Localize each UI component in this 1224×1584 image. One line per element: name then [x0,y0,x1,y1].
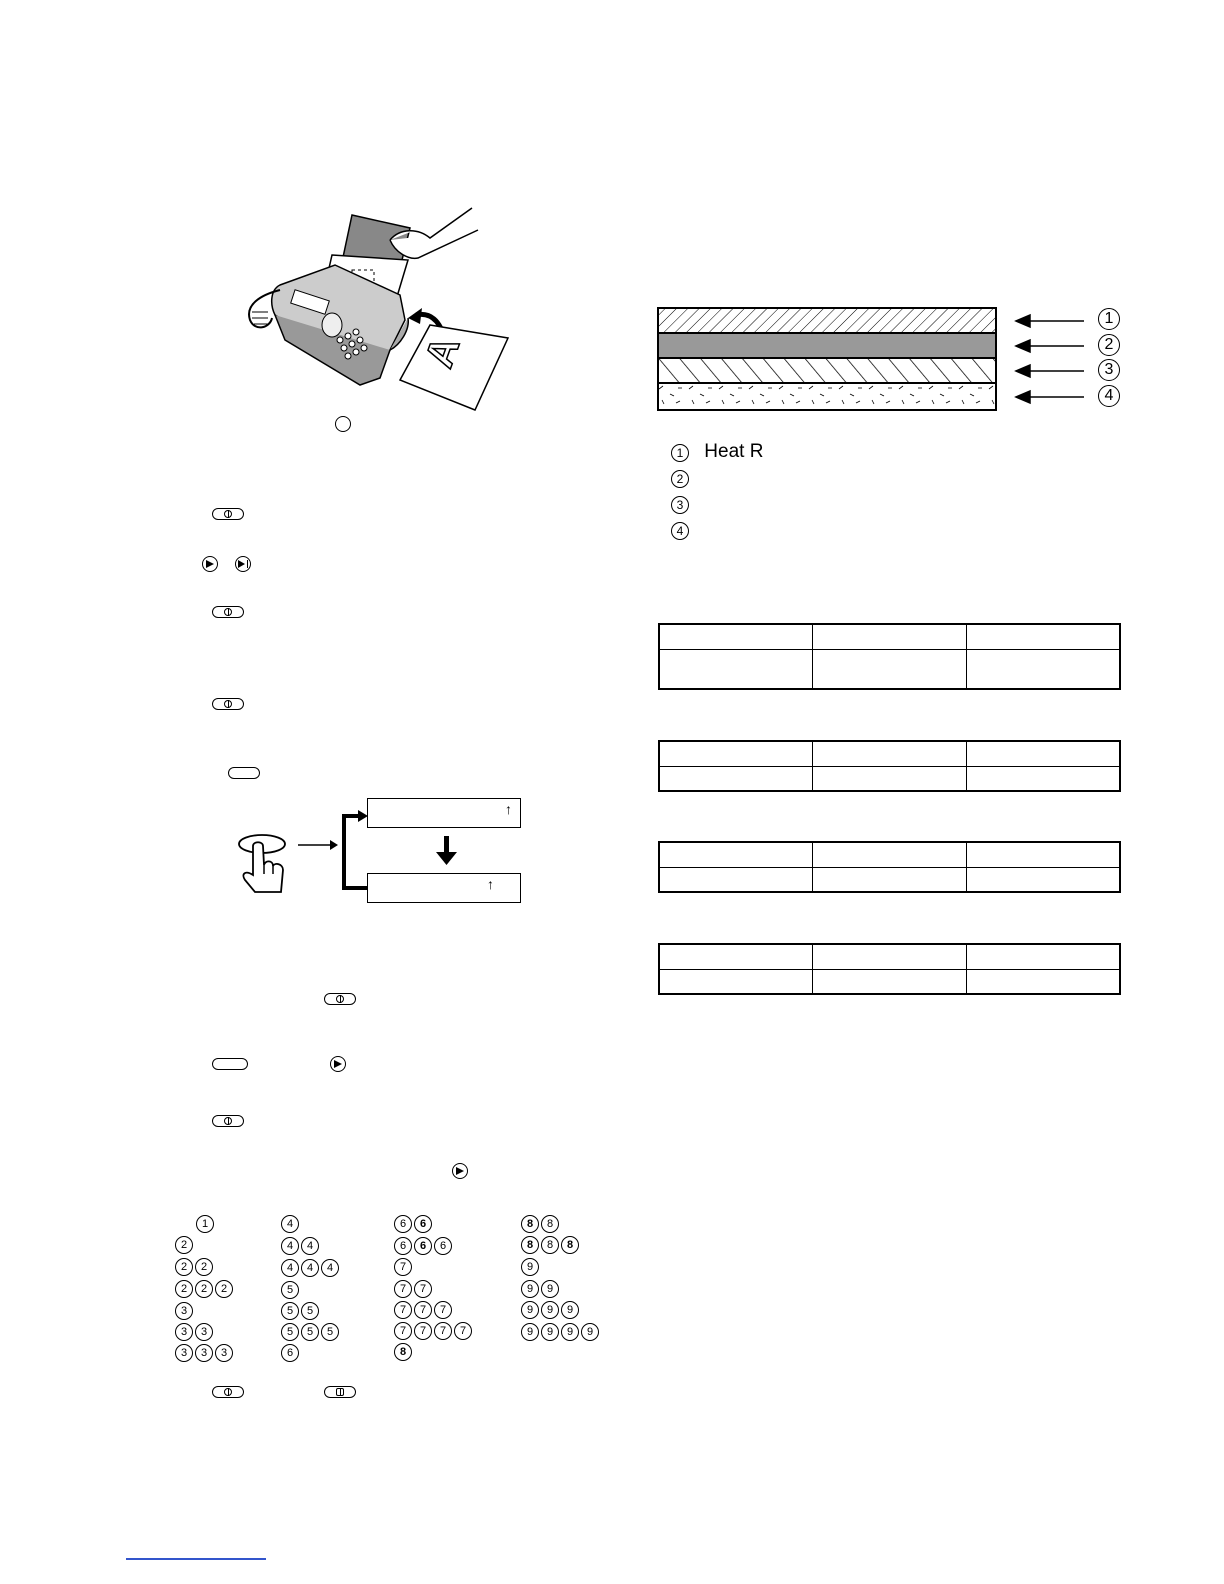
keypad-sequence [175,1343,235,1363]
keypad-key-icon: 8 [521,1215,539,1233]
legend-item [671,493,689,515]
spec-table-4 [658,943,1121,995]
keypad-key-icon: 6 [414,1237,432,1255]
start-button-icon [212,698,244,710]
keypad-key-icon: 9 [521,1280,539,1298]
right-arrow-bar-key-icon [235,556,251,572]
layer-marker: 3 [1098,359,1120,381]
keypad-key-icon: 8 [394,1343,412,1361]
start-button-icon [212,606,244,618]
keypad-key-icon: 3 [175,1323,193,1341]
keypad-sequence [394,1321,474,1341]
display-symbol: ↑ [487,876,494,892]
keypad-key-icon: 8 [521,1236,539,1254]
keypad-key-icon: 5 [281,1302,299,1320]
layer-marker: 2 [1098,334,1120,356]
spec-table-1 [658,623,1121,690]
keypad-sequence [196,1214,216,1234]
keypad-key-icon: 5 [301,1302,319,1320]
keypad-sequence [394,1236,454,1256]
keypad-sequence [394,1214,434,1234]
keypad-sequence [175,1235,195,1255]
legend-label: Heat R [704,441,764,462]
keypad-key-icon: 3 [175,1344,193,1362]
keypad-key-icon: 9 [561,1323,579,1341]
keypad-key-icon: 4 [281,1215,299,1233]
stop-button-icon [324,1386,356,1398]
keypad-sequence [175,1257,215,1277]
keypad-sequence [281,1280,301,1300]
keypad-sequence [521,1235,581,1255]
keypad-key-icon: 9 [521,1323,539,1341]
keypad-sequence [175,1279,235,1299]
keypad-sequence [521,1300,581,1320]
keypad-sequence [521,1214,561,1234]
keypad-sequence [394,1257,414,1277]
display-symbol: ↑ [505,801,512,817]
hand-press-icon [235,830,295,895]
keypad-sequence [281,1301,321,1321]
keypad-key-icon: 8 [541,1215,559,1233]
keypad-key-icon: 6 [394,1215,412,1233]
legend-item [671,519,689,541]
right-arrow-key-icon [330,1056,346,1072]
keypad-key-icon: 2 [175,1236,193,1254]
layer-marker: 4 [1098,385,1120,407]
keypad-key-icon: 7 [394,1258,412,1276]
keypad-key-icon: 6 [394,1237,412,1255]
legend-item [671,467,689,489]
keypad-key-icon: 9 [541,1280,559,1298]
display-screen-top [367,798,521,828]
keypad-key-icon: 7 [414,1280,432,1298]
start-button-icon [212,1115,244,1127]
keypad-key-icon: 2 [175,1280,193,1298]
keypad-key-icon: 2 [195,1258,213,1276]
keypad-sequence [394,1279,434,1299]
keypad-key-icon: 7 [394,1301,412,1319]
keypad-key-icon: 9 [541,1301,559,1319]
keypad-key-icon: 2 [195,1280,213,1298]
legend-item [671,441,763,463]
function-button-icon [228,767,260,779]
keypad-sequence [521,1257,541,1277]
svg-text:A: A [417,330,469,374]
start-button-icon [212,508,244,520]
keypad-key-icon: 7 [394,1322,412,1340]
keypad-key-icon: 5 [281,1281,299,1299]
right-arrow-key-icon [452,1163,468,1179]
display-screen-bottom [367,873,521,903]
down-arrow-icon [436,836,458,866]
keypad-key-icon: 9 [581,1323,599,1341]
keypad-sequence [175,1301,195,1321]
legend-marker: 4 [671,522,689,540]
keypad-key-icon: 2 [175,1258,193,1276]
keypad-sequence [521,1322,601,1342]
keypad-sequence [281,1236,321,1256]
right-arrow-key-icon [202,556,218,572]
keypad-key-icon: 4 [281,1237,299,1255]
keypad-key-icon: 1 [196,1215,214,1233]
keypad-key-icon: 4 [281,1259,299,1277]
keypad-key-icon: 7 [434,1301,452,1319]
paper-layer-diagram [656,306,1126,414]
spec-table-2 [658,740,1121,792]
keypad-sequence [281,1322,341,1342]
keypad-sequence [281,1214,301,1234]
keypad-key-icon: 5 [321,1323,339,1341]
keypad-key-icon: 7 [414,1322,432,1340]
keypad-key-icon: 7 [414,1301,432,1319]
start-key-icon [335,416,351,432]
legend-marker: 3 [671,496,689,514]
keypad-key-icon: 4 [301,1237,319,1255]
keypad-key-icon: 3 [215,1344,233,1362]
keypad-key-icon: 8 [561,1236,579,1254]
start-button-icon [212,1386,244,1398]
keypad-sequence [394,1342,414,1362]
keypad-key-icon: 6 [414,1215,432,1233]
keypad-sequence [521,1279,561,1299]
keypad-key-icon: 9 [521,1258,539,1276]
keypad-key-icon: 7 [454,1322,472,1340]
keypad-key-icon: 2 [215,1280,233,1298]
start-button-icon [324,993,356,1005]
keypad-sequence [281,1343,301,1363]
keypad-key-icon: 7 [434,1322,452,1340]
keypad-key-icon: 5 [301,1323,319,1341]
layer-marker: 1 [1098,308,1120,330]
keypad-sequence [394,1300,454,1320]
legend-marker: 1 [671,444,689,462]
keypad-key-icon: 9 [561,1301,579,1319]
legend-marker: 2 [671,470,689,488]
spec-table-3 [658,841,1121,893]
function-button-icon [212,1058,248,1070]
keypad-key-icon: 6 [434,1237,452,1255]
keypad-key-icon: 3 [175,1302,193,1320]
keypad-key-icon: 8 [541,1236,559,1254]
keypad-key-icon: 6 [281,1344,299,1362]
keypad-key-icon: 5 [281,1323,299,1341]
keypad-key-icon: 7 [394,1280,412,1298]
footer-rule [126,1558,266,1560]
keypad-key-icon: 9 [541,1323,559,1341]
keypad-sequence [175,1322,215,1342]
keypad-key-icon: 3 [195,1323,213,1341]
cycle-bracket [340,808,370,898]
keypad-key-icon: 3 [195,1344,213,1362]
press-arrow-icon [298,838,338,852]
keypad-key-icon: 9 [521,1301,539,1319]
keypad-sequence [281,1258,341,1278]
keypad-key-icon: 4 [321,1259,339,1277]
keypad-key-icon: 4 [301,1259,319,1277]
fax-machine-illustration [240,200,520,415]
